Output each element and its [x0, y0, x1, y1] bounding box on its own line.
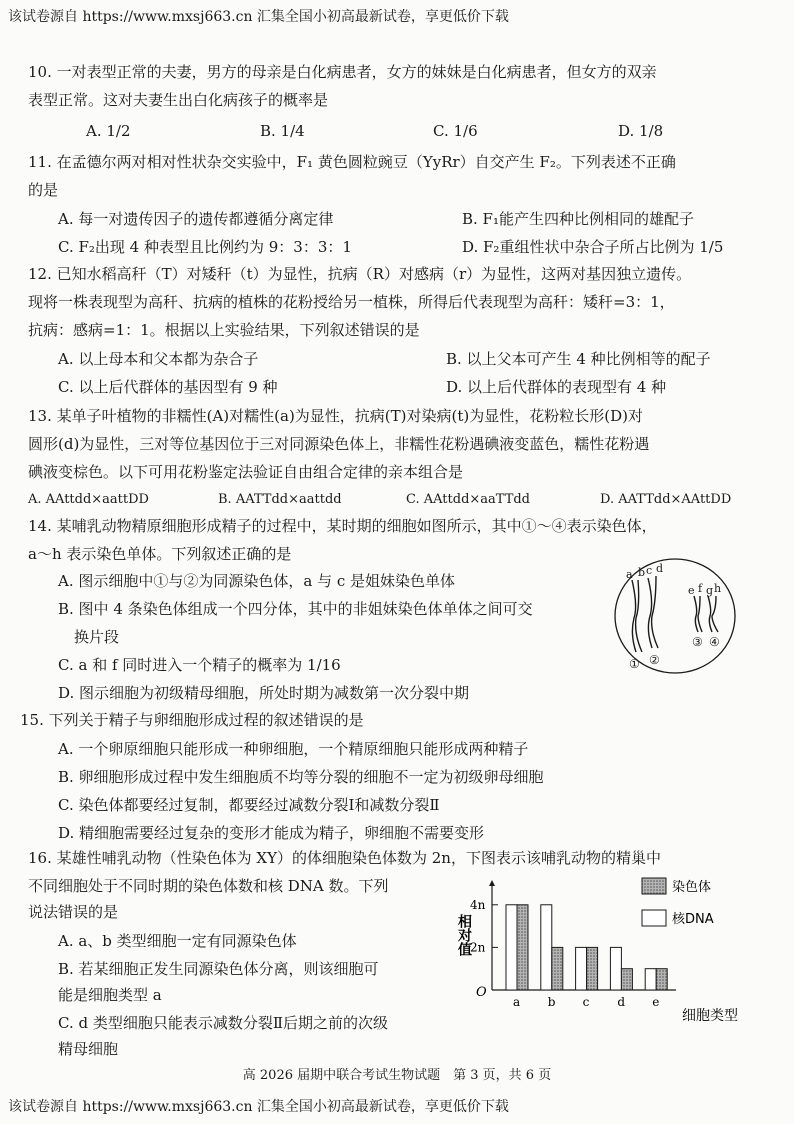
q12-stem-line2: 现将一株表现型为高秆、抗病的植株的花粉授给另一植株，所得后代表现型为高秆：矮秆=3：1， [28, 293, 675, 311]
q13-stem-line2: 圆形(d)为显性，三对等位基因位于三对同源染色体上，非糯性花粉遇碘液变蓝色，糯性花粉遇 [28, 435, 650, 453]
label-chrom-2: ② [649, 653, 660, 667]
q16-stem-line1: 16. 某雄性哺乳动物（性染色体为 XY）的体细胞染色体数为 2n，下图表示该哺乳动物的精巢中 [28, 849, 661, 867]
q14-option-b-line2: 换片段 [74, 628, 120, 646]
x-tick-b: b [547, 995, 556, 1009]
chromatid-a [632, 580, 636, 652]
chromatid-e [694, 596, 698, 632]
label-chrom-1: ① [629, 657, 640, 671]
legend-label-dna: 核DNA [672, 912, 714, 927]
page-footer: 高 2026 届期中联合考试生物试题 第 3 页，共 6 页 [242, 1068, 552, 1083]
q14-stem-line1: 14. 某哺乳动物精原细胞形成精子的过程中，某时期的细胞如图所示，其中①～④表示染色体， [28, 517, 657, 535]
x-tick-c: c [582, 995, 590, 1009]
label-f: f [698, 582, 703, 595]
q15-option-b: B. 卵细胞形成过程中发生细胞质不均等分裂的细胞不一定为初级卵母细胞 [58, 768, 544, 786]
bar-chromosome-d [621, 969, 632, 990]
q11-stem-line2: 的是 [28, 181, 59, 199]
q13-option-c: C. AAttdd×aaTTdd [406, 492, 531, 507]
q11-option-c: C. F₂出现 4 种表型且比例约为 9：3：3：1 [58, 238, 352, 256]
bar-dna-e [645, 969, 656, 990]
q15-option-c: C. 染色体都要经过复制，都要经过减数分裂Ⅰ和减数分裂Ⅱ [58, 796, 440, 814]
q16-stem-line3: 说法错误的是 [28, 903, 119, 921]
legend-swatch-chromosome [642, 878, 666, 894]
bar-chromosome-c [587, 947, 598, 990]
bar-chromosome-a [517, 905, 528, 990]
label-chrom-4: ④ [709, 635, 720, 649]
y-axis-label: 相对值 [456, 914, 472, 956]
label-g: g [706, 584, 714, 597]
q13-stem-line1: 13. 某单子叶植物的非糯性(A)对糯性(a)为显性，抗病(T)对染病(t)为显性，花粉粒长形(D)对 [28, 407, 643, 425]
q10-stem-line1: 10. 一对表型正常的夫妻，男方的母亲是白化病患者，女方的妹妹是白化病患者，但女方的双亲 [28, 63, 657, 81]
q16-option-c-line1: C. d 类型细胞只能表示减数分裂Ⅱ后期之前的次级 [58, 1014, 389, 1032]
chromatid-f [698, 596, 702, 632]
q10-stem-line2: 表型正常。这对夫妻生出白化病孩子的概率是 [28, 91, 329, 109]
q10-option-d: D. 1/8 [618, 122, 664, 140]
q16-option-a: A. a、b 类型细胞一定有同源染色体 [58, 932, 297, 950]
q16-option-c-line2: 精母细胞 [58, 1040, 119, 1058]
q14-option-b-line1: B. 图中 4 条染色体组成一个四分体，其中的非姐妹染色体单体之间可交 [58, 600, 533, 618]
bar-dna-b [541, 905, 552, 990]
q12-option-d: D. 以上后代群体的表现型有 4 种 [446, 378, 667, 396]
q10-option-b: B. 1/4 [260, 122, 305, 140]
q16-option-b-line1: B. 若某细胞正发生同源染色体分离，则该细胞可 [58, 960, 379, 978]
y-tick-2n: 2n [470, 940, 486, 955]
origin-label: O [476, 985, 487, 1000]
bar-dna-c [576, 947, 587, 990]
label-d: d [656, 562, 664, 575]
label-a: a [626, 568, 633, 581]
y-tick-4n: 4n [470, 897, 486, 912]
bar-chromosome-e [656, 969, 667, 990]
q14-option-d: D. 图示细胞为初级精母细胞，所处时期为减数第一次分裂中期 [58, 684, 470, 702]
label-h: h [714, 582, 722, 595]
chromatid-g [708, 596, 712, 632]
q14-stem-line2: a～h 表示染色单体。下列叙述正确的是 [28, 545, 292, 563]
q11-option-d: D. F₂重组性状中杂合子所占比例为 1/5 [462, 238, 724, 256]
q12-option-c: C. 以上后代群体的基因型有 9 种 [58, 378, 278, 396]
page-footer-source: 该试卷源自 https://www.mxsj663.cn 汇集全国小初高最新试卷，享更低价下载 [8, 1099, 509, 1115]
q10-option-c: C. 1/6 [433, 122, 478, 140]
page-header: 该试卷源自 https://www.mxsj663.cn 汇集全国小初高最新试卷，享更低价下载 [8, 9, 509, 25]
x-tick-a: a [513, 995, 521, 1009]
chromatid-b [636, 580, 642, 652]
q12-option-a: A. 以上母本和父本都为杂合子 [58, 350, 259, 368]
label-chrom-3: ③ [692, 635, 703, 649]
x-tick-e: e [652, 995, 660, 1009]
q12-stem-line3: 抗病：感病=1：1。根据以上实验结果，下列叙述错误的是 [28, 321, 420, 339]
x-axis-label: 细胞类型 [682, 1008, 738, 1024]
q12-stem-line1: 12. 已知水稻高秆（T）对矮秆（t）为显性，抗病（R）对感病（r）为显性，这两对基因独立遗传。 [28, 265, 692, 283]
q15-option-d: D. 精细胞需要经过复杂的变形才能成为精子，卵细胞不需要变形 [58, 824, 485, 842]
y-axis-arrow [489, 880, 495, 886]
q12-option-b: B. 以上父本可产生 4 种比例相等的配子 [446, 350, 711, 368]
cell-division-figure [612, 556, 738, 676]
q15-option-a: A. 一个卵原细胞只能形成一种卵细胞，一个精原细胞只能形成两种精子 [58, 740, 529, 758]
cell-membrane [615, 559, 735, 673]
q13-option-b: B. AATTdd×aattdd [218, 492, 342, 507]
q14-option-a: A. 图示细胞中①与②为同源染色体，a 与 c 是姐妹染色单体 [58, 572, 456, 590]
q14-option-c: C. a 和 f 同时进入一个精子的概率为 1/16 [58, 656, 341, 674]
q11-option-a: A. 每一对遗传因子的遗传都遵循分离定律 [58, 210, 334, 228]
label-e: e [688, 584, 695, 597]
bar-chromosome-b [552, 947, 563, 990]
label-b: b [638, 566, 646, 579]
q16-stem-line2: 不同细胞处于不同时期的染色体数和核 DNA 数。下列 [28, 877, 389, 895]
q13-option-a: A. AAttdd×aattDD [28, 492, 149, 507]
q15-stem: 15. 下列关于精子与卵细胞形成过程的叙述错误的是 [20, 711, 364, 729]
bar-dna-a [506, 905, 517, 990]
legend-label-chromosome: 染色体 [672, 880, 712, 895]
bar-dna-d [610, 947, 621, 990]
q11-option-b: B. F₁能产生四种比例相同的雄配子 [462, 210, 694, 228]
chromatid-d [652, 576, 658, 648]
q16-option-b-line2: 能是细胞类型 a [58, 986, 162, 1004]
chromatid-c [648, 578, 652, 648]
dna-chromosome-bar-chart [446, 874, 764, 1034]
label-c: c [646, 564, 653, 577]
q11-stem-line1: 11. 在孟德尔两对相对性状杂交实验中，F₁ 黄色圆粒豌豆（YyRr）自交产生 F₂。下列表述不正确 [28, 153, 676, 171]
x-tick-d: d [617, 995, 626, 1009]
legend-swatch-dna [642, 910, 666, 926]
q13-option-d: D. AATTdd×AAttDD [600, 492, 732, 507]
q10-option-a: A. 1/2 [86, 122, 131, 140]
chromatid-h [712, 596, 718, 632]
q13-stem-line3: 碘液变棕色。以下可用花粉鉴定法验证自由组合定律的亲本组合是 [28, 463, 464, 481]
